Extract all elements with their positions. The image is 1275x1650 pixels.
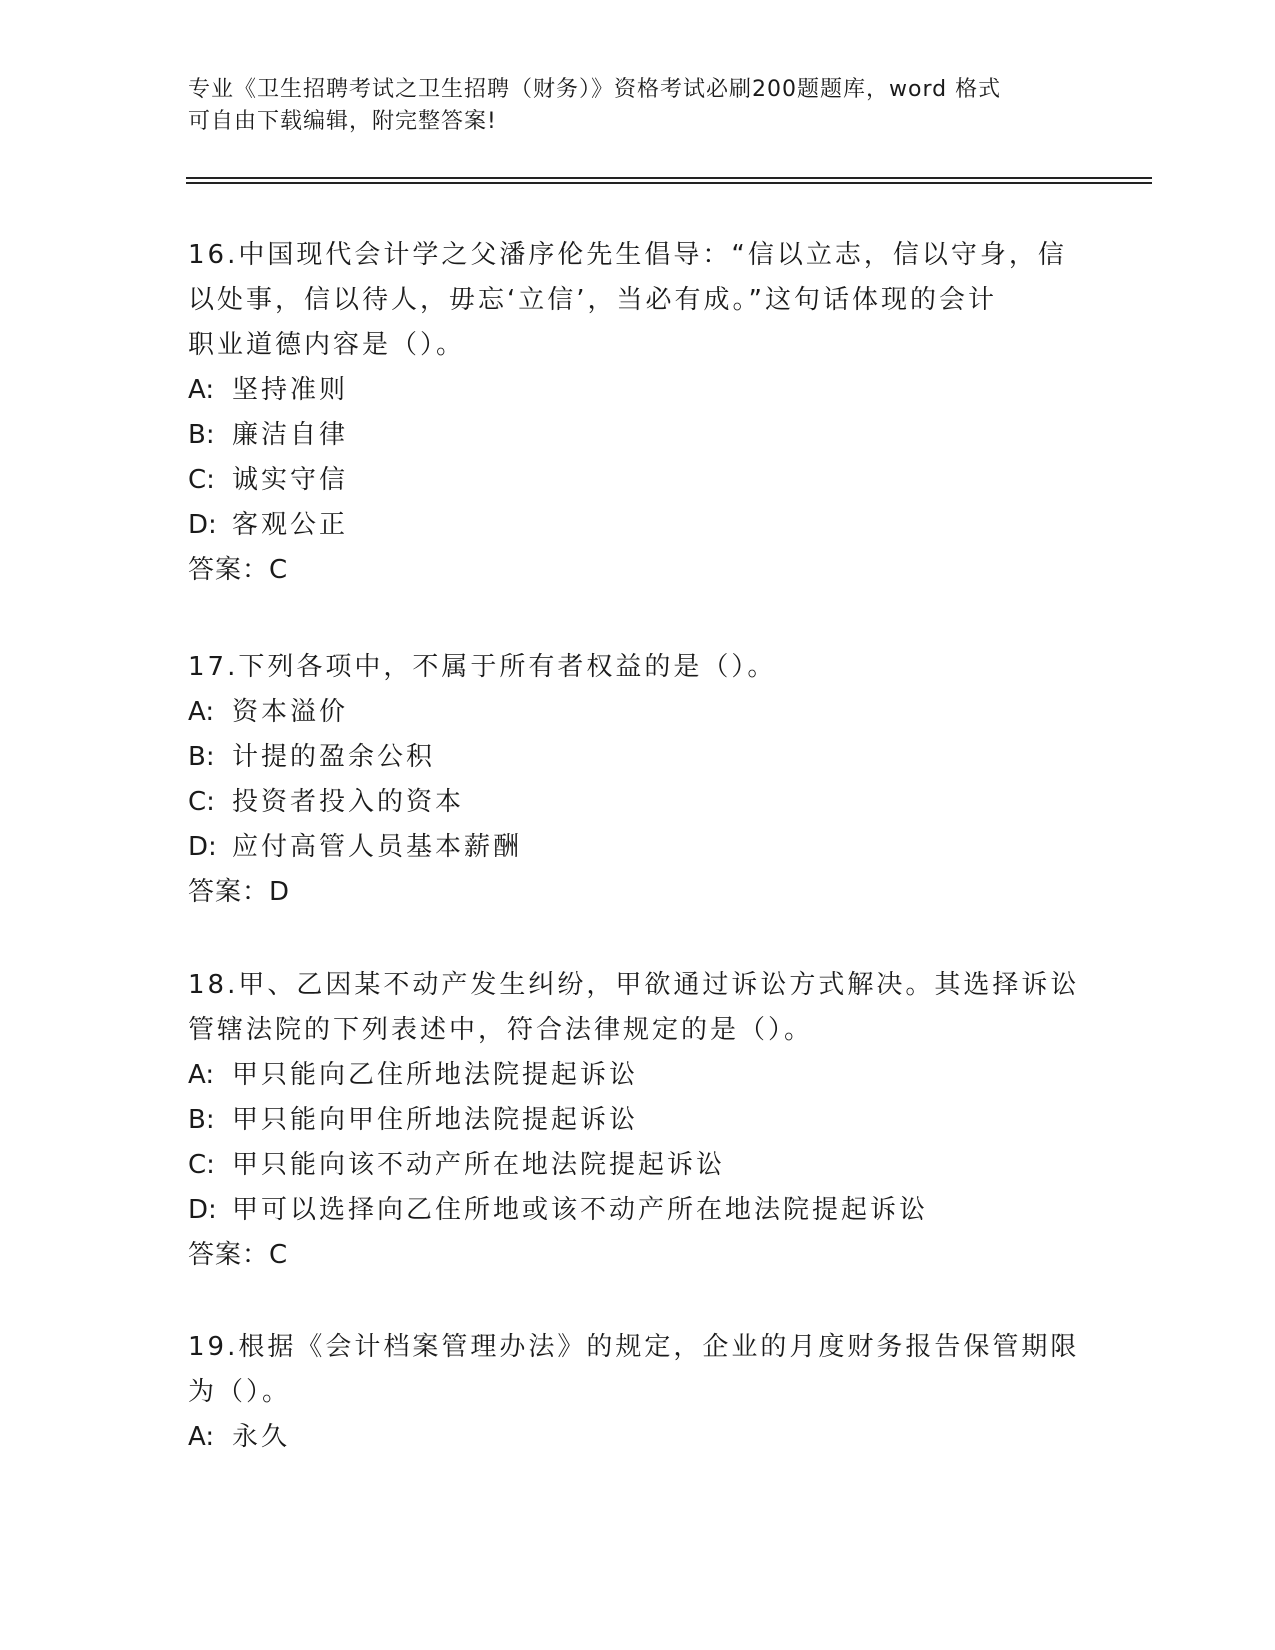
option-key: C: xyxy=(188,465,215,495)
option-key: C: xyxy=(188,787,215,817)
header-line: 专业《卫生招聘考试之卫生招聘（财务）》资格考试必刷200题题库，word 格式 xyxy=(188,77,1002,102)
option-c xyxy=(188,458,1088,503)
option-text: 诚实守信 xyxy=(232,465,349,495)
option-text: 资本溢价 xyxy=(232,697,349,727)
option-c xyxy=(188,780,1088,825)
option-text: 甲只能向甲住所地法院提起诉讼 xyxy=(232,1105,639,1135)
option-text: 永久 xyxy=(232,1422,291,1452)
option-key: A: xyxy=(188,1060,215,1090)
option-key: A: xyxy=(188,697,215,727)
option-b xyxy=(188,1098,1088,1143)
option-d xyxy=(188,825,1088,870)
question-18 xyxy=(188,963,1088,1278)
question-stem: 管辖法院的下列表述中，符合法律规定的是（）。 xyxy=(188,1015,814,1045)
option-text: 廉洁自律 xyxy=(232,420,349,450)
option-text: 坚持准则 xyxy=(232,375,349,405)
option-key: C: xyxy=(188,1150,215,1180)
question-stem: 18.甲、乙因某不动产发生纠纷，甲欲通过诉讼方式解决。其选择诉讼 xyxy=(188,970,1080,1000)
question-stem: 17.下列各项中，不属于所有者权益的是（）。 xyxy=(188,652,777,682)
document-header xyxy=(188,74,1068,138)
option-text: 甲只能向该不动产所在地法院提起诉讼 xyxy=(232,1150,726,1180)
question-19 xyxy=(188,1325,1088,1460)
option-a xyxy=(188,690,1088,735)
option-text: 应付高管人员基本薪酬 xyxy=(232,832,523,862)
option-a xyxy=(188,1053,1088,1098)
option-key: A: xyxy=(188,375,215,405)
question-stem: 为（）。 xyxy=(188,1377,292,1407)
option-key: B: xyxy=(188,1105,215,1135)
option-key: A: xyxy=(188,1422,215,1452)
option-d xyxy=(188,503,1088,548)
answer: 答案：C xyxy=(188,1240,289,1270)
option-text: 计提的盈余公积 xyxy=(232,742,436,772)
option-a xyxy=(188,368,1088,413)
question-stem: 职业道德内容是（）。 xyxy=(188,330,466,360)
option-key: D: xyxy=(188,510,217,540)
option-d xyxy=(188,1188,1088,1233)
option-text: 客观公正 xyxy=(232,510,349,540)
question-17 xyxy=(188,645,1088,915)
option-b xyxy=(188,735,1088,780)
answer: 答案：C xyxy=(188,555,289,585)
question-stem: 以处事，信以待人，毋忘‘立信’，当必有成。”这句话体现的会计 xyxy=(188,285,997,315)
option-key: B: xyxy=(188,420,215,450)
header-line: 可自由下载编辑，附完整答案! xyxy=(188,109,497,134)
option-key: D: xyxy=(188,832,217,862)
option-text: 投资者投入的资本 xyxy=(232,787,465,817)
option-b xyxy=(188,413,1088,458)
option-a xyxy=(188,1415,1088,1460)
option-c xyxy=(188,1143,1088,1188)
header-divider xyxy=(186,177,1152,179)
option-key: D: xyxy=(188,1195,217,1225)
answer: 答案：D xyxy=(188,877,291,907)
header-divider xyxy=(186,182,1152,184)
question-stem: 19.根据《会计档案管理办法》的规定，企业的月度财务报告保管期限 xyxy=(188,1332,1080,1362)
question-16 xyxy=(188,233,1088,593)
question-stem: 16.中国现代会计学之父潘序伦先生倡导：“信以立志，信以守身，信 xyxy=(188,240,1067,270)
option-text: 甲可以选择向乙住所地或该不动产所在地法院提起诉讼 xyxy=(232,1195,929,1225)
option-key: B: xyxy=(188,742,215,772)
option-text: 甲只能向乙住所地法院提起诉讼 xyxy=(232,1060,639,1090)
